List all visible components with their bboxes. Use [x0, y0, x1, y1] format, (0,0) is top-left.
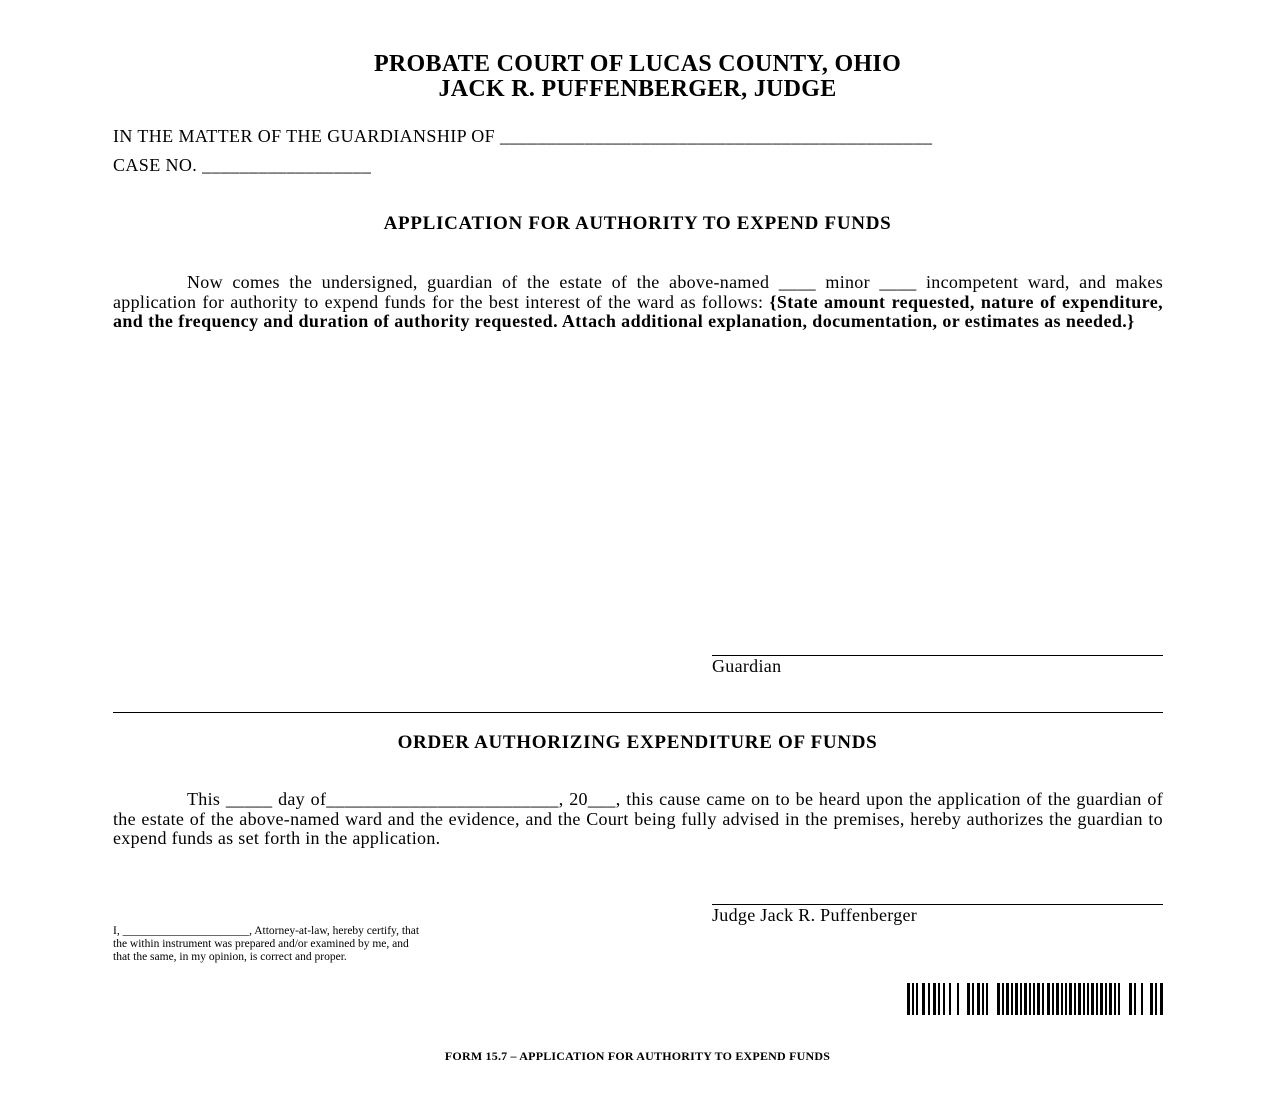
court-name: PROBATE COURT OF LUCAS COUNTY, OHIO	[373, 51, 902, 77]
judge-signature-label: Judge Jack R. Puffenberger	[712, 905, 918, 925]
order-body	[113, 790, 1163, 849]
application-instructions: {State amount requested, nature of expenditure, and the frequency and duration of authority requested. Attach additional explanation, documentation, or estimates as needed.}	[113, 291, 1163, 331]
case-number-line: CASE NO. __________________	[113, 155, 372, 175]
order-text: This _____ day of_________________________, 20___, this cause came on to be heard upon the application of the guardian of the estate of the above-named ward and the evidence, and the Court being fully advised in the premises, hereby authorizes the guardian to expend funds as set forth in the application.	[113, 789, 1163, 848]
form-footer: FORM 15.7 – APPLICATION FOR AUTHORITY TO EXPEND FUNDS	[444, 1049, 831, 1063]
judge-name: JACK R. PUFFENBERGER, JUDGE	[438, 76, 837, 102]
section-divider	[113, 712, 1163, 713]
guardian-signature-label: Guardian	[712, 656, 782, 676]
order-title: ORDER AUTHORIZING EXPENDITURE OF FUNDS	[397, 732, 878, 753]
barcode	[907, 983, 1163, 1015]
application-body	[113, 273, 1163, 332]
application-title: APPLICATION FOR AUTHORITY TO EXPEND FUNDS	[383, 213, 892, 234]
attorney-certification: I, ______________________, Attorney-at-law, hereby certify, that the within instrument was prepared and/or examined by me, and that the same, in my opinion, is correct and proper.	[113, 925, 420, 963]
application-text: Now comes the undersigned, guardian of the estate of the above-named ____ minor ____ incompetent ward, and makes application for authority to expend funds for the best interest of the ward as follows:	[113, 272, 1163, 312]
guardianship-matter-line: IN THE MATTER OF THE GUARDIANSHIP OF ______________________________________________	[113, 126, 933, 146]
